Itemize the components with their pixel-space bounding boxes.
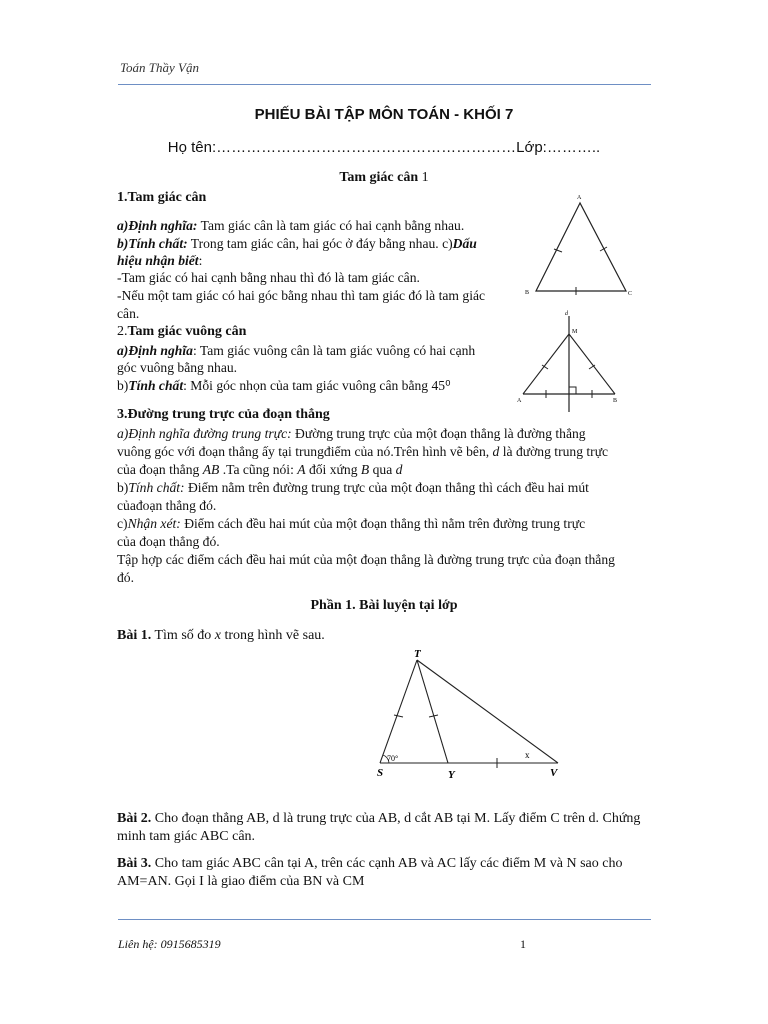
page-title: PHIẾU BÀI TẬP MÔN TOÁN - KHỐI 7 xyxy=(254,106,514,123)
fig3-label-y: Y xyxy=(448,769,455,781)
s3-def-text-c: là đường trung trực xyxy=(499,444,609,459)
fig2-label-d: d xyxy=(565,311,568,317)
ex2-text-a: Cho đoạn thẳng AB, d là trung trực của AB, d cắt AB tại M. Lấy điểm C trên d. Chứng xyxy=(151,811,641,826)
section-3-heading: 3.Đường trung trực của đoạn thẳng xyxy=(117,407,330,422)
s3-set-a: Tập hợp các điểm cách đều hai mút của một đoạn thẳng là đường trung trực của đoạn thẳng xyxy=(117,552,615,567)
s2-heading-text: Tam giác vuông cân xyxy=(127,324,247,339)
exercise-1 xyxy=(117,626,325,645)
fig2-label-m: M xyxy=(572,329,578,335)
section-1-heading: 1.Tam giác cân xyxy=(117,190,207,205)
tick-st xyxy=(394,715,403,717)
s3-set-b: đó. xyxy=(117,570,134,585)
section-2-heading xyxy=(117,323,246,341)
s3-rem-c: c) xyxy=(117,516,128,531)
exercise-3 xyxy=(117,854,622,873)
s3-a: A xyxy=(297,462,306,477)
header-rule xyxy=(118,84,651,85)
s2-def-text-a: : Tam giác vuông cân là tam giác vuông có hai cạnh xyxy=(192,343,476,358)
segment-ty xyxy=(417,660,448,763)
exercise-1-figure xyxy=(370,645,570,785)
s1-sign-label-2: hiệu nhận biết xyxy=(117,253,199,268)
s1-sign-2a: -Nếu một tam giác có hai góc bằng nhau thì tam giác đó là tam giác xyxy=(117,288,486,303)
s3-def-text-d: của đoạn thẳng xyxy=(117,462,203,477)
s2-prop-text: : Mỗi góc nhọn của tam giác vuông cân bằng 45⁰ xyxy=(183,378,451,393)
s1-def-label: a)Định nghĩa: xyxy=(117,218,198,233)
segment-tv xyxy=(417,660,558,763)
s3-remark xyxy=(117,515,585,533)
triangle-abc xyxy=(536,203,626,291)
s1-sign-1: -Tam giác có hai cạnh bằng nhau thì đó là tam giác cân. xyxy=(117,270,420,285)
s1-def-text: Tam giác cân là tam giác có hai cạnh bằng nhau. xyxy=(197,218,465,233)
fig1-label-b: B xyxy=(525,290,530,296)
subtitle-bold: Tam giác cân xyxy=(339,170,419,185)
isosceles-triangle-figure xyxy=(520,190,640,300)
fig3-label-s: S xyxy=(377,767,384,779)
s2-prop-label: Tính chất xyxy=(128,378,184,393)
s3-def-label: a)Định nghĩa đường trung trực: xyxy=(117,426,292,441)
ex3-text-b: AM=AN. Gọi I là giao điểm của BN và CM xyxy=(117,874,365,889)
s2-def-label: a)Định nghĩa xyxy=(117,343,193,358)
ex3-text-a: Cho tam giác ABC cân tại A, trên các cạnh AB và AC lấy các điểm M và N sao cho xyxy=(151,856,623,871)
s3-prop-text-b: củađoạn thẳng đó. xyxy=(117,498,217,513)
fig2-label-a: A xyxy=(517,398,522,404)
fig3-angle-x: x xyxy=(525,750,530,760)
subtitle-number: 1 xyxy=(418,170,429,185)
s3-prop-b: b) xyxy=(117,480,129,495)
part-1-heading: Phần 1. Bài luyện tại lớp xyxy=(310,598,458,613)
ex2-text-b: minh tam giác ABC cân. xyxy=(117,829,256,844)
segment-mb xyxy=(569,334,615,394)
s3-rem-text-b: của đoạn thẳng đó. xyxy=(117,534,220,549)
s3-def-text-a: Đường trung trực của một đoạn thẳng là đường thẳng xyxy=(291,426,586,441)
s2-def-text-b: góc vuông bằng nhau. xyxy=(117,360,238,375)
s3-def-text-e: .Ta cũng nói: xyxy=(219,462,298,477)
fig1-label-c: C xyxy=(628,291,633,297)
s2-property xyxy=(117,377,451,395)
s3-ab: AB xyxy=(202,462,220,477)
s2-definition xyxy=(117,342,475,360)
s3-def-text-g: qua xyxy=(369,462,396,477)
footer-rule xyxy=(118,919,651,920)
s3-rem-label: Nhận xét: xyxy=(127,516,181,531)
exercise-2 xyxy=(117,809,640,828)
s1-sign-colon: : xyxy=(198,253,203,268)
s1-prop-text: Trong tam giác cân, hai góc ở đáy bằng nhau. c) xyxy=(187,236,453,251)
s3-def-line-2 xyxy=(117,443,608,461)
ex1-label: Bài 1. xyxy=(117,628,152,643)
segment-ma xyxy=(523,334,569,394)
s1-sign-2b: cân. xyxy=(117,306,140,321)
s3-prop-text-a: Điểm nằm trên đường trung trực của một đoạn thẳng thì cách đều hai mút xyxy=(184,480,589,495)
ex1-text-b: trong hình vẽ sau. xyxy=(220,628,325,643)
s1-sign-label-1: Dấu xyxy=(452,236,477,251)
student-info-line: Họ tên:……………………………………………………Lớp:……….. xyxy=(167,139,601,156)
fig3-label-v: V xyxy=(550,767,558,779)
fig3-label-t: T xyxy=(414,648,421,660)
s2-num: 2. xyxy=(117,324,128,339)
fig1-label-a: A xyxy=(577,195,582,201)
fig3-angle-70: 70° xyxy=(387,754,399,763)
s1-sign-heading xyxy=(117,252,202,270)
s3-def-line-3 xyxy=(117,461,402,479)
ex1-x: x xyxy=(214,628,221,643)
ex2-label: Bài 2. xyxy=(117,811,152,826)
right-angle-mark xyxy=(569,387,576,394)
s1-prop-label: b)Tính chất: xyxy=(117,236,188,251)
s3-property xyxy=(117,479,589,497)
s3-definition xyxy=(117,425,586,443)
s2-prop-b: b) xyxy=(117,378,129,393)
s3-def-d: d xyxy=(492,444,500,459)
s3-def-text-f: đối xứng xyxy=(305,462,361,477)
fig2-label-b: B xyxy=(613,398,618,404)
footer-contact: Liên hệ: 0915685319 xyxy=(118,937,221,951)
segment-st xyxy=(380,660,417,763)
s3-def-text-b: vuông góc với đoạn thẳng ấy tại trungđiểm của nó.Trên hình vẽ bên, xyxy=(117,444,493,459)
ex1-text-a: Tìm số đo xyxy=(151,628,215,643)
ex3-label: Bài 3. xyxy=(117,856,152,871)
s3-prop-label: Tính chất: xyxy=(128,480,185,495)
perpendicular-bisector-figure xyxy=(515,308,635,416)
page-number: 1 xyxy=(520,937,526,951)
s1-property xyxy=(117,235,477,253)
s3-b: B xyxy=(360,462,370,477)
s1-definition xyxy=(117,217,464,235)
header-author: Toán Thầy Vận xyxy=(120,60,199,75)
s3-d2: d xyxy=(395,462,403,477)
lesson-subtitle xyxy=(0,170,768,186)
s3-rem-text-a: Điểm cách đều hai mút của một đoạn thẳng thì nằm trên đường trung trực xyxy=(180,516,586,531)
